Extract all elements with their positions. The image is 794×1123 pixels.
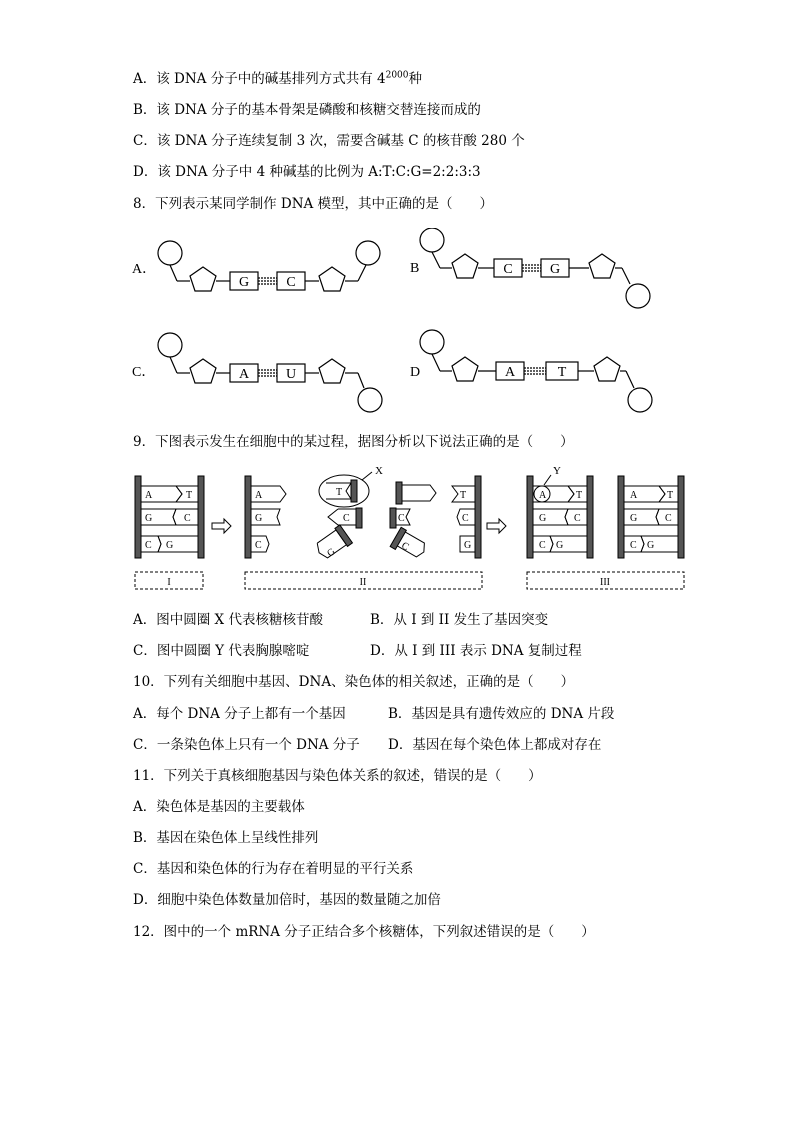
q9-base: G — [556, 540, 564, 551]
q9-base: C — [145, 540, 152, 551]
q9-stem: 9．下图表示发生在细胞中的某过程，据图分析以下说法正确的是（ ） — [133, 434, 574, 450]
q9-base: C — [398, 513, 405, 524]
q9-base: G — [630, 513, 638, 524]
q9-base: C — [399, 540, 411, 554]
q9-option-c: C．图中圆圈 Y 代表胸腺嘧啶 — [133, 643, 310, 659]
q9-figure — [130, 464, 690, 594]
q9-base: C — [539, 540, 546, 551]
q9-base: T — [186, 490, 193, 501]
q8-c-base-1: A — [238, 367, 250, 382]
q10-option-a: A．每个 DNA 分子上都有一个基因 — [133, 706, 346, 722]
q9-base: G — [464, 540, 472, 551]
q9-free-nucleotide-c — [328, 509, 356, 525]
q9-base: A — [539, 490, 547, 501]
q11-option-d: D．细胞中染色体数量加倍时，基因的数量随之加倍 — [133, 892, 441, 908]
q11-stem: 11．下列关于真核细胞基因与染色体关系的叙述，错误的是（ ） — [133, 768, 542, 784]
q9-base: A — [145, 490, 153, 501]
q10-option-b: B．基因是具有遗传效应的 DNA 片段 — [388, 706, 615, 722]
q8-model-d — [420, 330, 652, 412]
q8-model-c — [158, 333, 382, 412]
q11-option-c: C．基因和染色体的行为存在着明显的平行关系 — [133, 861, 414, 877]
q9-base: G — [647, 540, 655, 551]
q9-option-a: A．图中圆圈 X 代表核糖核苷酸 — [133, 612, 323, 628]
q9-arrow-2 — [487, 519, 506, 533]
q9-base: C — [184, 513, 191, 524]
q10-option-c: C．一条染色体上只有一个 DNA 分子 — [133, 737, 360, 753]
q9-base: T — [336, 487, 343, 498]
q8-d-base-1: A — [504, 365, 516, 380]
q7-option-c: C．该 DNA 分子连续复制 3 次，需要含碱基 C 的核苷酸 280 个 — [133, 133, 525, 149]
q9-base: C — [665, 513, 672, 524]
q8-figure — [130, 228, 670, 418]
q9-label-x: X — [375, 465, 383, 477]
q8-b-base-2: G — [549, 262, 561, 277]
q7-option-b: B．该 DNA 分子的基本骨架是磷酸和核糖交替连接而成的 — [133, 102, 481, 118]
q8-label-b: B — [410, 261, 420, 276]
q8-model-b — [420, 228, 650, 308]
q9-base: G — [145, 513, 153, 524]
q8-model-a — [158, 241, 380, 291]
q9-circle-x — [319, 472, 372, 507]
q9-stage-i: I — [167, 577, 171, 588]
q9-option-b: B．从 I 到 II 发生了基因突变 — [370, 612, 549, 628]
q9-base: G — [539, 513, 547, 524]
q10-option-d: D．基因在每个染色体上都成对存在 — [388, 737, 602, 753]
q10-stem: 10．下列有关细胞中基因、DNA、染色体的相关叙述，正确的是（ ） — [133, 674, 575, 690]
q7-option-a: A．该 DNA 分子中的碱基排列方式共有 $4^{2000}$种 — [133, 70, 423, 87]
q9-panel-ii-left — [245, 476, 286, 558]
q9-base: G — [255, 513, 263, 524]
q8-label-d: D — [410, 365, 421, 380]
q9-option-d: D．从 I 到 III 表示 DNA 复制过程 — [370, 643, 582, 659]
q11-option-b: B．基因在染色体上呈线性排列 — [133, 830, 319, 846]
q9-base: C — [255, 540, 262, 551]
q9-base: A — [255, 490, 263, 501]
q9-base: C — [343, 513, 350, 524]
q12-stem: 12．图中的一个 mRNA 分子正结合多个核糖体，下列叙述错误的是（ ） — [133, 924, 595, 940]
q9-base: T — [667, 490, 674, 501]
q9-base: C — [630, 540, 637, 551]
q8-label-c: C． — [132, 365, 156, 380]
q9-base: T — [576, 490, 583, 501]
q9-base: G — [166, 540, 174, 551]
q7-option-d: D．该 DNA 分子中 4 种碱基的比例为 A:T:C:G=2:2:3:3 — [133, 164, 481, 180]
q9-base: G — [325, 546, 338, 560]
q9-stage-iii: III — [600, 577, 610, 588]
q9-base: A — [630, 490, 638, 501]
q9-base: C — [462, 513, 469, 524]
q8-b-base-1: C — [503, 262, 513, 277]
q9-label-y: Y — [553, 465, 561, 477]
q9-stage-ii: II — [359, 577, 367, 588]
q8-c-base-2: U — [285, 367, 297, 382]
q9-base: T — [460, 490, 467, 501]
q8-stem: 8．下列表示某同学制作 DNA 模型，其中正确的是（ ） — [133, 196, 494, 212]
q8-a-base-2: C — [286, 275, 296, 290]
q8-a-base-1: G — [238, 275, 250, 290]
q8-label-a: A． — [132, 262, 157, 277]
q9-free-nucleotide-a — [402, 485, 436, 501]
q9-base: C — [574, 513, 581, 524]
q8-d-base-2: T — [557, 365, 567, 380]
q11-option-a: A．染色体是基因的主要载体 — [133, 799, 305, 815]
q9-arrow-1 — [212, 519, 231, 533]
